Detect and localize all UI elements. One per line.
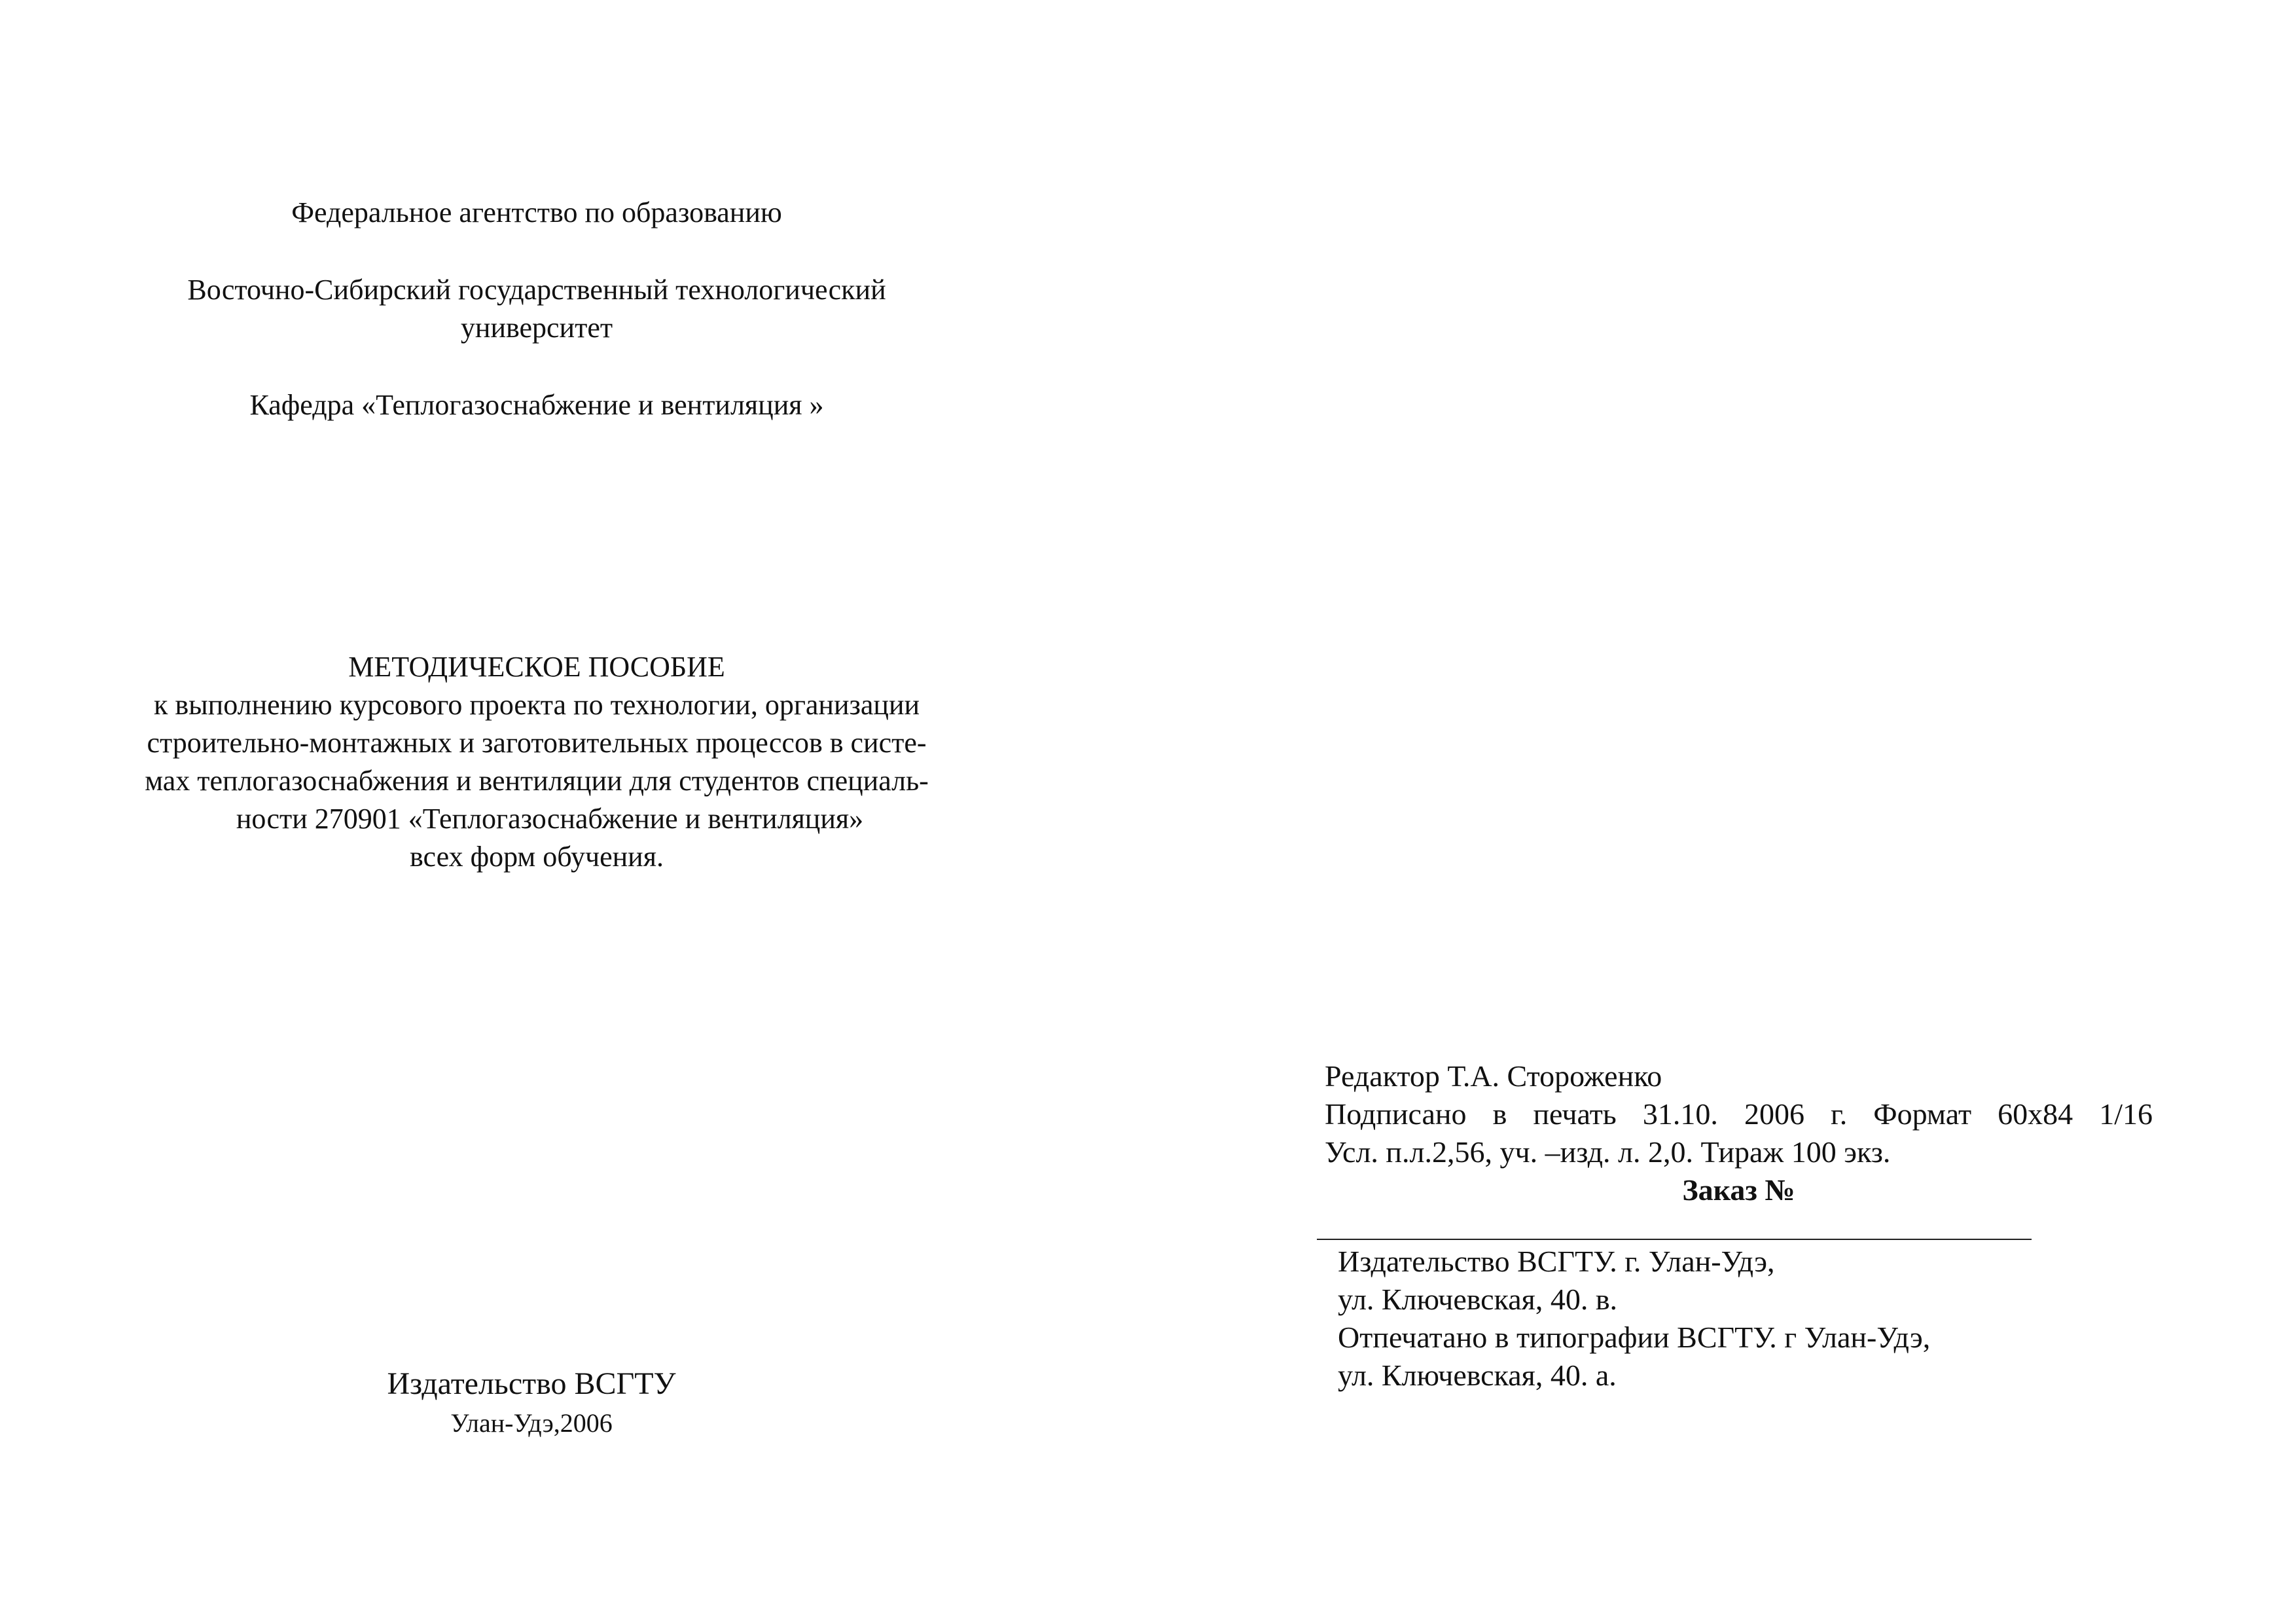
document-title: МЕТОДИЧЕСКОЕ ПОСОБИЕ bbox=[348, 651, 725, 683]
description-line: всех форм обучения. bbox=[410, 841, 664, 873]
agency-name: Федеральное агентство по образованию bbox=[291, 196, 782, 228]
address-line: Издательство ВСГТУ. г. Улан-Удэ, bbox=[1338, 1245, 1775, 1278]
address-line: ул. Ключевская, 40. в. bbox=[1338, 1283, 1618, 1316]
university-name-line2: университет bbox=[460, 312, 613, 344]
order-number: Заказ № bbox=[1682, 1173, 1795, 1207]
university-name-line1: Восточно-Сибирский государственный технологический bbox=[187, 274, 886, 306]
signed-word: 31.10. bbox=[1642, 1097, 1718, 1131]
publisher-name: Издательство ВСГТУ bbox=[387, 1366, 676, 1401]
signed-word: печать bbox=[1533, 1097, 1617, 1131]
signed-word: 1/16 bbox=[2099, 1097, 2153, 1131]
signed-word: Формат bbox=[1873, 1097, 1972, 1131]
signed-word: 60х84 bbox=[1998, 1097, 2073, 1131]
department-name: Кафедра «Теплогазоснабжение и вентиляция » bbox=[249, 389, 824, 421]
signed-line bbox=[1325, 1095, 2153, 1133]
description-line: строительно-монтажных и заготовительных процессов в систе- bbox=[147, 727, 927, 759]
description-line: ности 270901 «Теплогазоснабжение и вентиляция» bbox=[236, 803, 864, 835]
signed-word: Подписано bbox=[1325, 1097, 1467, 1131]
city-year: Улан-Удэ,2006 bbox=[450, 1408, 613, 1438]
signed-word: 2006 bbox=[1744, 1097, 1804, 1131]
description-line: мах теплогазоснабжения и вентиляции для студентов специаль- bbox=[145, 765, 929, 797]
signed-word: в bbox=[1492, 1097, 1507, 1131]
separator-rule bbox=[1317, 1239, 2032, 1240]
print-details-line: Усл. п.л.2,56, уч. –изд. л. 2,0. Тираж 100 экз. bbox=[1325, 1135, 1891, 1169]
address-line: ул. Ключевская, 40. а. bbox=[1338, 1359, 1617, 1392]
address-line: Отпечатано в типографии ВСГТУ. г Улан-Удэ, bbox=[1338, 1321, 1931, 1354]
signed-word: г. bbox=[1831, 1097, 1848, 1131]
description-line: к выполнению курсового проекта по технологии, организации bbox=[153, 689, 920, 721]
editor-line: Редактор Т.А. Стороженко bbox=[1325, 1059, 1662, 1093]
right-page bbox=[1148, 0, 2296, 1623]
